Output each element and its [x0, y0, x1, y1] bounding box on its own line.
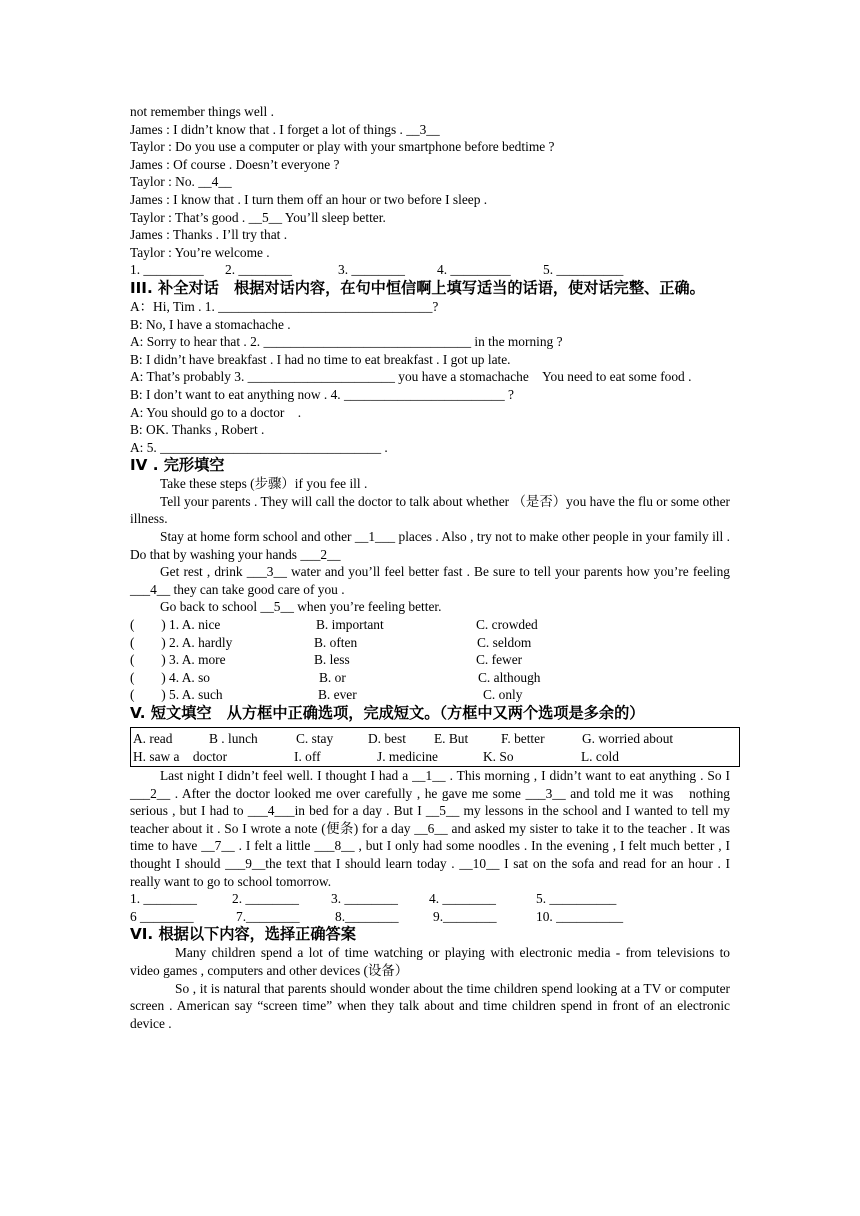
word-bank-option: E. But [434, 731, 469, 746]
answer-blank[interactable]: 1. ________ [130, 891, 197, 907]
answer-blank-3[interactable]: 3. ________ [338, 262, 405, 278]
section-iv [130, 456, 730, 704]
option-row [130, 634, 730, 652]
dialogue-line: Taylor : You’re welcome . [130, 244, 270, 260]
answer-blank[interactable]: 10. __________ [536, 908, 624, 924]
option-row [130, 686, 730, 704]
answer-blank[interactable]: 4. ________ [429, 891, 496, 907]
section-v [130, 704, 730, 925]
dialogue-section [130, 103, 730, 279]
dialogue-line: A: Sorry to hear that . 2. _______________________________ in the morning ? [130, 334, 563, 350]
option-a[interactable]: ( ) 5. A. such [130, 687, 223, 703]
section-heading: III. 补全对话 根据对话内容，在句中恒信啊上填写适当的话语，使对话完整、正确。 [130, 278, 705, 297]
dialogue-line: James : Thanks . I’ll try that . [130, 227, 288, 243]
dialogue-line: James : Of course . Doesn’t everyone ? [130, 156, 340, 172]
word-bank-option: C. stay [296, 731, 334, 746]
paragraph: Many children spend a lot of time watching or playing with electronic media - from televisions to video games , computers and other devices (设备） [130, 945, 730, 978]
dialogue-line: A：Hi, Tim . 1. ________________________________? [130, 298, 439, 314]
word-bank-row [131, 748, 739, 767]
answer-blank-2[interactable]: 2. ________ [225, 262, 292, 278]
answer-blank[interactable]: 7.________ [236, 908, 300, 924]
answer-blank-5[interactable]: 5. __________ [543, 262, 624, 278]
dialogue-line: James : I know that . I turn them off an hour or two before I sleep . [130, 191, 488, 207]
section-heading: V. 短文填空 从方框中正确选项，完成短文。（方框中又两个选项是多余的） [130, 704, 645, 722]
answer-blank[interactable]: 2. ________ [232, 891, 299, 907]
paragraph: Go back to school __5__ when you’re feeling better. [160, 599, 442, 615]
answer-blanks [130, 261, 730, 279]
dialogue-line: B: I didn’t have breakfast . I had no time to eat breakfast . I got up late. [130, 351, 511, 367]
option-b[interactable]: B. or [319, 669, 346, 685]
option-b[interactable]: B. ever [318, 687, 357, 703]
paragraph: Tell your parents . They will call the doctor to talk about whether （是否）you have the flu or some other illness. [130, 493, 730, 527]
option-row [130, 616, 730, 634]
word-bank-option: J. medicine [377, 749, 438, 764]
section-heading: VI. 根据以下内容，选择正确答案 [130, 925, 356, 944]
dialogue-line: James : I didn’t know that . I forget a lot of things . __3__ [130, 121, 440, 137]
option-row [130, 651, 730, 669]
dialogue-line: Taylor : Do you use a computer or play with your smartphone before bedtime ? [130, 139, 555, 155]
passage: Last night I didn’t feel well. I thought I had a __1__ . This morning , I didn’t want to eat anything . So I ___2__ . After the doctor looked me over carefully , he gave me some ___3__ and told me it was nothing serious , but I had to ___4___in bed for a day . But I __5__ my lessons in the school and I wanted to tell my teacher about it . So I wrote a note (便条) for a day __6__ and asked my sister to take it to the teacher . It was time to have __7__ . I felt a little ___8__ , but I only had some noodles . In the evening , I felt much better , I thought I should ___9__the text that I should learn today . __10__ I sat on the sofa and read for an hour . I really want to go to school tomorrow. [130, 768, 730, 889]
answer-blank[interactable]: 9.________ [433, 908, 497, 924]
section-iii [130, 279, 730, 456]
option-a[interactable]: ( ) 3. A. more [130, 652, 226, 668]
dialogue-line: not remember things well . [130, 104, 274, 119]
option-c[interactable]: C. crowded [476, 617, 538, 633]
word-bank-option: A. read [133, 731, 173, 746]
answer-blank[interactable]: 5. __________ [536, 891, 617, 907]
paragraph: So , it is natural that parents should wonder about the time children spend looking at a TV or computer screen . American say “screen time” when they talk about and time children spend in front of an electronic device . [130, 980, 730, 1031]
word-bank-option: L. cold [581, 749, 619, 764]
worksheet-page [130, 103, 730, 1032]
word-bank-box [130, 727, 740, 767]
option-b[interactable]: B. less [314, 652, 350, 668]
section-heading: IV . 完形填空 [130, 456, 225, 475]
option-c[interactable]: C. although [478, 669, 541, 685]
word-bank-option: I. off [294, 749, 321, 764]
option-a[interactable]: ( ) 1. A. nice [130, 617, 221, 633]
dialogue-line: A: You should go to a doctor . [130, 404, 302, 420]
dialogue-line: B: OK. Thanks , Robert . [130, 422, 265, 438]
paragraph: Take these steps (步骤）if you fee ill . [160, 476, 368, 492]
dialogue-line: B: No, I have a stomachache . [130, 316, 291, 332]
dialogue-line: B: I don’t want to eat anything now . 4. ________________________ ? [130, 386, 514, 402]
word-bank-option: D. best [368, 731, 406, 746]
option-row [130, 669, 730, 687]
dialogue-line: Taylor : No. __4__ [130, 174, 232, 190]
dialogue-line: Taylor : That’s good . __5__ You’ll sleep better. [130, 209, 386, 225]
option-a[interactable]: ( ) 4. A. so [130, 669, 210, 685]
dialogue-line: A: That’s probably 3. ______________________ you have a stomachache You need to eat some food . [130, 369, 692, 385]
option-c[interactable]: C. fewer [476, 652, 523, 668]
answer-blanks [130, 908, 730, 926]
answer-blanks [130, 890, 730, 908]
word-bank-option: G. worried about [582, 731, 674, 746]
answer-blank[interactable]: 3. ________ [331, 891, 398, 907]
word-bank-option: H. saw a doctor [133, 749, 228, 764]
option-c[interactable]: C. seldom [477, 634, 532, 650]
word-bank-row [131, 730, 739, 749]
word-bank-option: F. better [501, 731, 545, 746]
answer-blank[interactable]: 8.________ [335, 908, 399, 924]
option-a[interactable]: ( ) 2. A. hardly [130, 634, 233, 650]
paragraph: Get rest , drink ___3__ water and you’ll feel better fast . Be sure to tell your parents how you’re feeling ___4__ they can take good care of you . [130, 564, 730, 597]
answer-blank[interactable]: 6 ________ [130, 908, 194, 924]
dialogue-line: A: 5. _________________________________ . [130, 439, 388, 455]
paragraph: Stay at home form school and other __1___ places . Also , try not to make other people in your family ill . Do that by washing your hands ___2__ [130, 529, 730, 562]
word-bank-option: B . lunch [209, 731, 258, 746]
word-bank-option: K. So [483, 749, 514, 764]
option-b[interactable]: B. often [314, 634, 358, 650]
section-vi [130, 925, 730, 1032]
option-b[interactable]: B. important [316, 617, 384, 633]
answer-blank-4[interactable]: 4. _________ [437, 262, 511, 278]
answer-blank-1[interactable]: 1. _________ [130, 262, 204, 278]
option-c[interactable]: C. only [483, 687, 523, 703]
